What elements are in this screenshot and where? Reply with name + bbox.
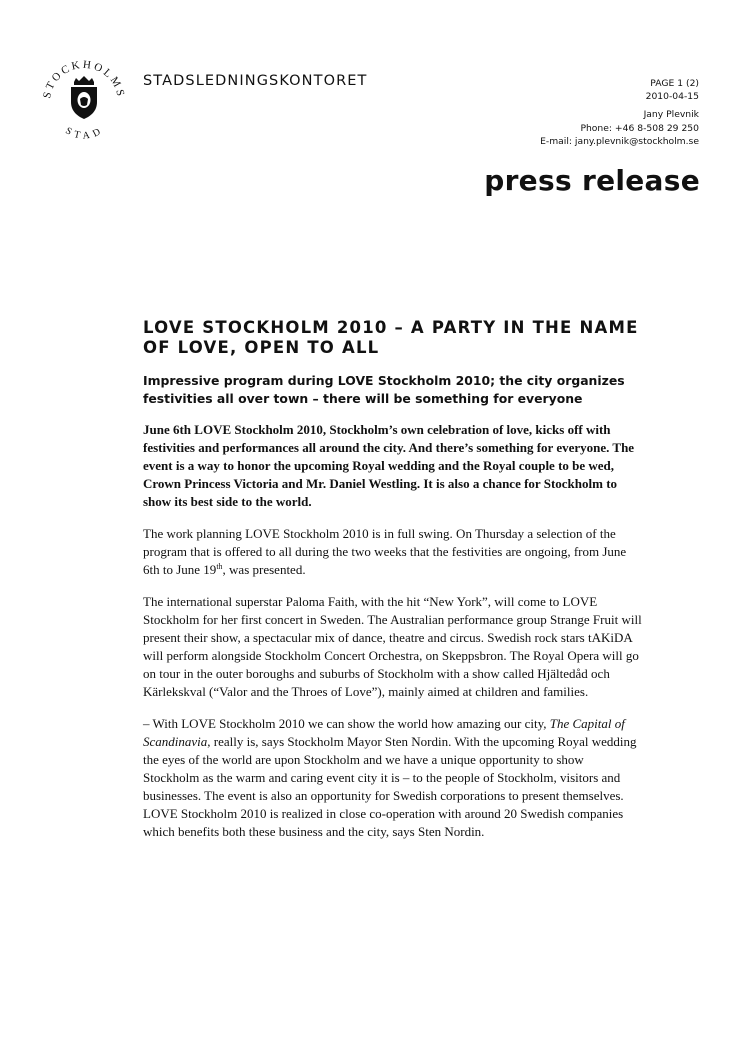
svg-text:STAD <box>63 125 104 141</box>
document-date: 2010-04-15 <box>645 91 699 103</box>
lead-paragraph: June 6th LOVE Stockholm 2010, Stockholm’s own celebration of love, kicks off with festivities and performances all around the city. And there’s something for everyone. The event is a way to honor the upcoming Royal wedding and the Royal couple to be wed, Crown Princess Victoria and Mr. Daniel Westling. It is also a chance for Stockholm to show its best side to the world. <box>143 422 635 509</box>
document-meta <box>540 77 699 148</box>
page-number: PAGE 1 (2) <box>650 78 699 89</box>
subheadline: Impressive program during LOVE Stockholm 2010; the city organizes festivities all over town – there will be something for everyone <box>143 373 625 406</box>
department-name: STADSLEDNINGSKONTORET <box>143 73 368 89</box>
body-paragraph-2: The international superstar Paloma Faith, with the hit “New York”, will come to LOVE Stockholm for her first concert in Sweden. The Australian performance group Strange Fruit will present their show, a spectacular mix of dance, theatre and circus. Swedish rock stars tAKiDA will perform alongside Stockholm Concert Orchestra, on Skeppsbron. The Royal Opera will go on tour in the outer boroughs and suburbs of Stockholm with a show called Hjältedåd och Kärlekskval (“Valor and the Throes of Love”), mainly aimed at children and families. <box>143 594 642 699</box>
logo-text-top: STOCKHOLMS <box>41 58 127 100</box>
contact-name: Jany Plevnik <box>643 109 699 121</box>
doc-type-heading: press release <box>484 164 700 197</box>
headline: LOVE STOCKHOLM 2010 – A PARTY IN THE NAME OF LOVE, OPEN TO ALL <box>143 318 639 357</box>
contact-phone: Phone: +46 8-508 29 250 <box>580 122 699 134</box>
body-paragraph-3: – With LOVE Stockholm 2010 we can show the world how amazing our city, The Capital of Scandinavia, really is, says Stockholm Mayor Sten Nordin. With the upcoming Royal wedding the eyes of the world are upon Stockholm and we have a unique opportunity to show Stockholm as the warm and caring event city it is – to the people of Stockholm, visitors and businesses. The event is also an opportunity for Swedish corporations to present themselves. LOVE Stockholm 2010 is realized in close co-operation with around 20 Swedish companies which benefits both these business and the city, says Sten Nordin. <box>143 716 637 839</box>
stockholms-stad-logo <box>38 52 130 144</box>
crown-shield-icon <box>71 76 97 119</box>
logo-text-bottom: STAD <box>63 125 105 142</box>
body-paragraph-1: The work planning LOVE Stockholm 2010 is in full swing. On Thursday a selection of the program that is offered to all during the two weeks that the festivities are ongoing, from June 6th to June 19th, was presented. <box>143 526 627 577</box>
contact-email: E-mail: jany.plevnik@stockholm.se <box>540 135 699 147</box>
article <box>143 318 643 841</box>
